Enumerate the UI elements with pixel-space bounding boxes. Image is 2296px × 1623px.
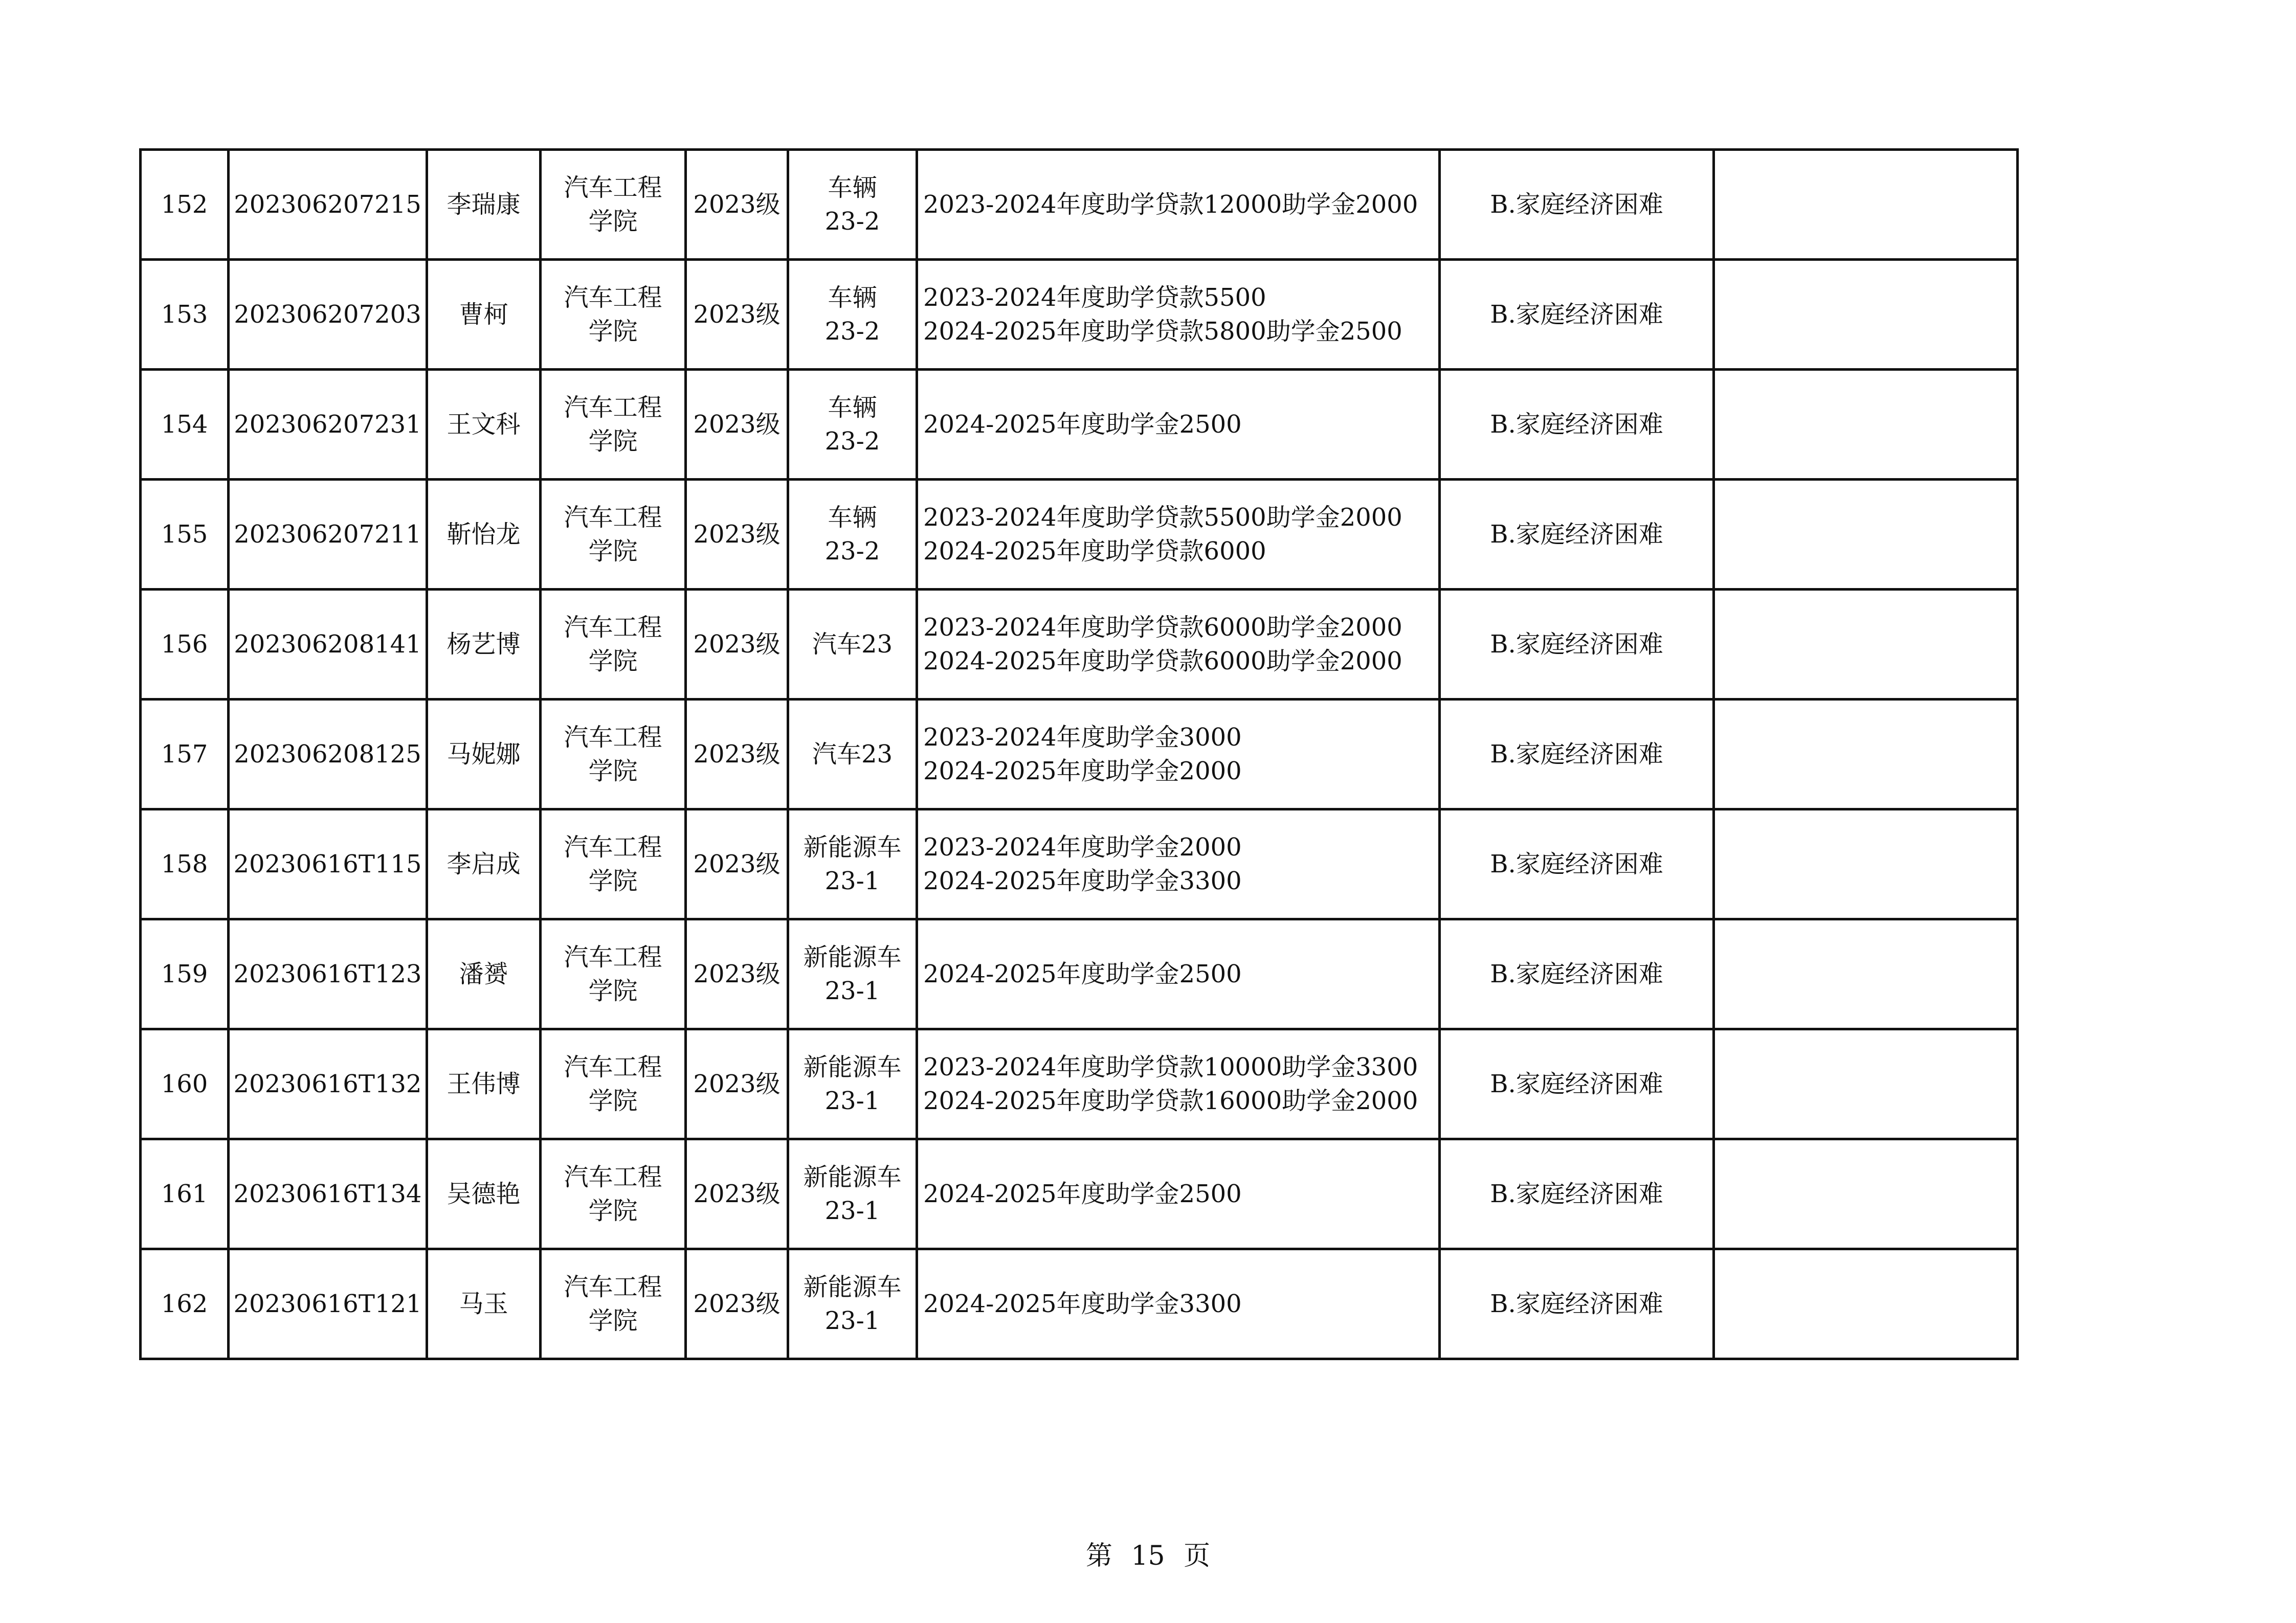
category-cell: B.家庭经济困难: [1440, 480, 1714, 590]
student-id-cell: 202306207215: [229, 150, 427, 260]
class-cell-line: 23-1: [824, 867, 880, 895]
student-name-cell: 李瑞康: [427, 150, 541, 260]
footer-suffix: 页: [1184, 1541, 1211, 1571]
funding-cell: [917, 1249, 1440, 1359]
row-number-cell: 160: [141, 1029, 229, 1139]
grade-cell: 2023级: [686, 370, 788, 480]
class-cell-line: 新能源车: [803, 943, 902, 972]
row-number-cell: 161: [141, 1139, 229, 1249]
page-number: 15: [1131, 1541, 1165, 1571]
category-cell: B.家庭经济困难: [1440, 809, 1714, 919]
student-name-cell: 潘赟: [427, 919, 541, 1029]
funding-cell: [917, 700, 1440, 809]
college-cell-line: 汽车工程: [564, 723, 662, 752]
college-cell-line: 学院: [588, 537, 638, 566]
college-cell-line: 汽车工程: [564, 1163, 662, 1191]
college-cell-line: 学院: [588, 977, 638, 1005]
college-cell: [541, 1139, 686, 1249]
college-cell-line: 学院: [588, 647, 638, 675]
class-cell-line: 新能源车: [803, 1053, 902, 1081]
class-cell: [788, 809, 917, 919]
class-cell-line: 车辆: [828, 393, 877, 422]
college-cell: [541, 150, 686, 260]
college-cell-line: 汽车工程: [564, 613, 662, 642]
note-cell: [1714, 1139, 2018, 1249]
class-cell-line: 车辆: [828, 503, 877, 532]
college-cell: [541, 370, 686, 480]
class-cell: [788, 370, 917, 480]
student-id-cell: 20230616T123: [229, 919, 427, 1029]
college-cell-line: 学院: [588, 427, 638, 456]
table-row: [141, 150, 2018, 260]
class-cell: [788, 480, 917, 590]
funding-cell-line: 2024-2025年度助学贷款6000助学金2000: [923, 647, 1402, 675]
table-row: [141, 370, 2018, 480]
class-cell-line: 新能源车: [803, 833, 902, 862]
class-cell-line: 23-2: [824, 427, 880, 456]
student-id-cell: 202306208141: [229, 590, 427, 700]
grade-cell: 2023级: [686, 809, 788, 919]
college-cell-line: 学院: [588, 1197, 638, 1225]
funding-cell-line: 2024-2025年度助学贷款16000助学金2000: [923, 1087, 1418, 1115]
table-row: [141, 1249, 2018, 1359]
funding-cell-line: 2023-2024年度助学贷款12000助学金2000: [923, 190, 1418, 219]
row-number-cell: 158: [141, 809, 229, 919]
class-cell: [788, 919, 917, 1029]
college-cell-line: 汽车工程: [564, 173, 662, 202]
class-cell-line: 车辆: [828, 283, 877, 312]
funding-cell-line: 2024-2025年度助学金2500: [923, 1180, 1242, 1208]
row-number-cell: 159: [141, 919, 229, 1029]
class-cell-line: 汽车23: [812, 740, 893, 769]
grade-cell: 2023级: [686, 590, 788, 700]
category-cell: B.家庭经济困难: [1440, 370, 1714, 480]
grade-cell: 2023级: [686, 1249, 788, 1359]
college-cell: [541, 1249, 686, 1359]
table-row: [141, 480, 2018, 590]
row-number-cell: 157: [141, 700, 229, 809]
category-cell: B.家庭经济困难: [1440, 1139, 1714, 1249]
student-funding-table: [139, 148, 2019, 1360]
row-number-cell: 152: [141, 150, 229, 260]
table-row: [141, 1139, 2018, 1249]
college-cell: [541, 1029, 686, 1139]
class-cell-line: 23-1: [824, 977, 880, 1005]
college-cell-line: 学院: [588, 1087, 638, 1115]
funding-cell-line: 2024-2025年度助学金2500: [923, 410, 1242, 439]
funding-cell-line: 2024-2025年度助学贷款6000: [923, 537, 1266, 566]
class-cell: [788, 150, 917, 260]
class-cell: [788, 1249, 917, 1359]
college-cell-line: 汽车工程: [564, 503, 662, 532]
class-cell-line: 车辆: [828, 173, 877, 202]
funding-cell-line: 2023-2024年度助学贷款10000助学金3300: [923, 1053, 1418, 1081]
funding-cell: [917, 919, 1440, 1029]
student-name-cell: 李启成: [427, 809, 541, 919]
college-cell-line: 汽车工程: [564, 1273, 662, 1301]
college-cell-line: 汽车工程: [564, 393, 662, 422]
funding-cell: [917, 809, 1440, 919]
college-cell-line: 汽车工程: [564, 833, 662, 862]
student-id-cell: 202306208125: [229, 700, 427, 809]
college-cell-line: 学院: [588, 207, 638, 236]
grade-cell: 2023级: [686, 480, 788, 590]
class-cell-line: 23-2: [824, 317, 880, 346]
student-name-cell: 吴德艳: [427, 1139, 541, 1249]
student-id-cell: 20230616T132: [229, 1029, 427, 1139]
funding-cell: [917, 1139, 1440, 1249]
student-name-cell: 曹柯: [427, 260, 541, 370]
row-number-cell: 162: [141, 1249, 229, 1359]
class-cell-line: 23-2: [824, 537, 880, 566]
category-cell: B.家庭经济困难: [1440, 590, 1714, 700]
note-cell: [1714, 1249, 2018, 1359]
page-footer: [0, 1534, 2296, 1572]
table-row: [141, 809, 2018, 919]
funding-cell-line: 2023-2024年度助学贷款5500: [923, 283, 1266, 312]
funding-cell-line: 2023-2024年度助学贷款6000助学金2000: [923, 613, 1402, 642]
category-cell: B.家庭经济困难: [1440, 1249, 1714, 1359]
funding-cell: [917, 480, 1440, 590]
class-cell: [788, 260, 917, 370]
class-cell-line: 新能源车: [803, 1273, 902, 1301]
class-cell-line: 汽车23: [812, 630, 893, 659]
college-cell-line: 汽车工程: [564, 943, 662, 972]
table-row: [141, 1029, 2018, 1139]
table-row: [141, 700, 2018, 809]
student-name-cell: 王文科: [427, 370, 541, 480]
student-name-cell: 杨艺博: [427, 590, 541, 700]
funding-cell: [917, 1029, 1440, 1139]
funding-cell-line: 2024-2025年度助学贷款5800助学金2500: [923, 317, 1402, 346]
class-cell: [788, 590, 917, 700]
funding-cell: [917, 260, 1440, 370]
funding-cell-line: 2023-2024年度助学贷款5500助学金2000: [923, 503, 1402, 532]
footer-prefix: 第: [1085, 1541, 1112, 1571]
row-number-cell: 154: [141, 370, 229, 480]
class-cell-line: 23-1: [824, 1087, 880, 1115]
college-cell-line: 学院: [588, 317, 638, 346]
college-cell-line: 汽车工程: [564, 1053, 662, 1081]
class-cell: [788, 1029, 917, 1139]
row-number-cell: 155: [141, 480, 229, 590]
student-id-cell: 202306207231: [229, 370, 427, 480]
college-cell-line: 学院: [588, 757, 638, 785]
grade-cell: 2023级: [686, 1029, 788, 1139]
table-row: [141, 590, 2018, 700]
table-row: [141, 260, 2018, 370]
funding-cell-line: 2024-2025年度助学金2000: [923, 757, 1242, 785]
class-cell-line: 23-1: [824, 1306, 880, 1335]
note-cell: [1714, 150, 2018, 260]
grade-cell: 2023级: [686, 1139, 788, 1249]
class-cell-line: 23-2: [824, 207, 880, 236]
funding-cell-line: 2024-2025年度助学金3300: [923, 1290, 1242, 1318]
student-id-cell: 202306207203: [229, 260, 427, 370]
student-id-cell: 20230616T121: [229, 1249, 427, 1359]
student-name-cell: 马妮娜: [427, 700, 541, 809]
note-cell: [1714, 809, 2018, 919]
note-cell: [1714, 590, 2018, 700]
note-cell: [1714, 260, 2018, 370]
college-cell: [541, 480, 686, 590]
funding-cell: [917, 150, 1440, 260]
college-cell-line: 学院: [588, 1306, 638, 1335]
student-id-cell: 20230616T115: [229, 809, 427, 919]
college-cell: [541, 919, 686, 1029]
college-cell: [541, 700, 686, 809]
funding-cell: [917, 590, 1440, 700]
note-cell: [1714, 1029, 2018, 1139]
category-cell: B.家庭经济困难: [1440, 260, 1714, 370]
note-cell: [1714, 700, 2018, 809]
college-cell-line: 学院: [588, 867, 638, 895]
note-cell: [1714, 919, 2018, 1029]
row-number-cell: 153: [141, 260, 229, 370]
class-cell: [788, 1139, 917, 1249]
grade-cell: 2023级: [686, 260, 788, 370]
grade-cell: 2023级: [686, 150, 788, 260]
table-row: [141, 919, 2018, 1029]
funding-cell-line: 2024-2025年度助学金3300: [923, 867, 1242, 895]
college-cell: [541, 809, 686, 919]
college-cell-line: 汽车工程: [564, 283, 662, 312]
note-cell: [1714, 480, 2018, 590]
funding-cell: [917, 370, 1440, 480]
class-cell-line: 23-1: [824, 1197, 880, 1225]
category-cell: B.家庭经济困难: [1440, 700, 1714, 809]
class-cell-line: 新能源车: [803, 1163, 902, 1191]
college-cell: [541, 590, 686, 700]
student-id-cell: 202306207211: [229, 480, 427, 590]
row-number-cell: 156: [141, 590, 229, 700]
category-cell: B.家庭经济困难: [1440, 919, 1714, 1029]
funding-cell-line: 2023-2024年度助学金2000: [923, 833, 1242, 862]
funding-cell-line: 2023-2024年度助学金3000: [923, 723, 1242, 752]
student-name-cell: 王伟博: [427, 1029, 541, 1139]
category-cell: B.家庭经济困难: [1440, 1029, 1714, 1139]
grade-cell: 2023级: [686, 700, 788, 809]
college-cell: [541, 260, 686, 370]
student-name-cell: 靳怡龙: [427, 480, 541, 590]
student-id-cell: 20230616T134: [229, 1139, 427, 1249]
grade-cell: 2023级: [686, 919, 788, 1029]
note-cell: [1714, 370, 2018, 480]
category-cell: B.家庭经济困难: [1440, 150, 1714, 260]
student-name-cell: 马玉: [427, 1249, 541, 1359]
table-body: [141, 150, 2018, 1359]
class-cell: [788, 700, 917, 809]
funding-cell-line: 2024-2025年度助学金2500: [923, 960, 1242, 988]
